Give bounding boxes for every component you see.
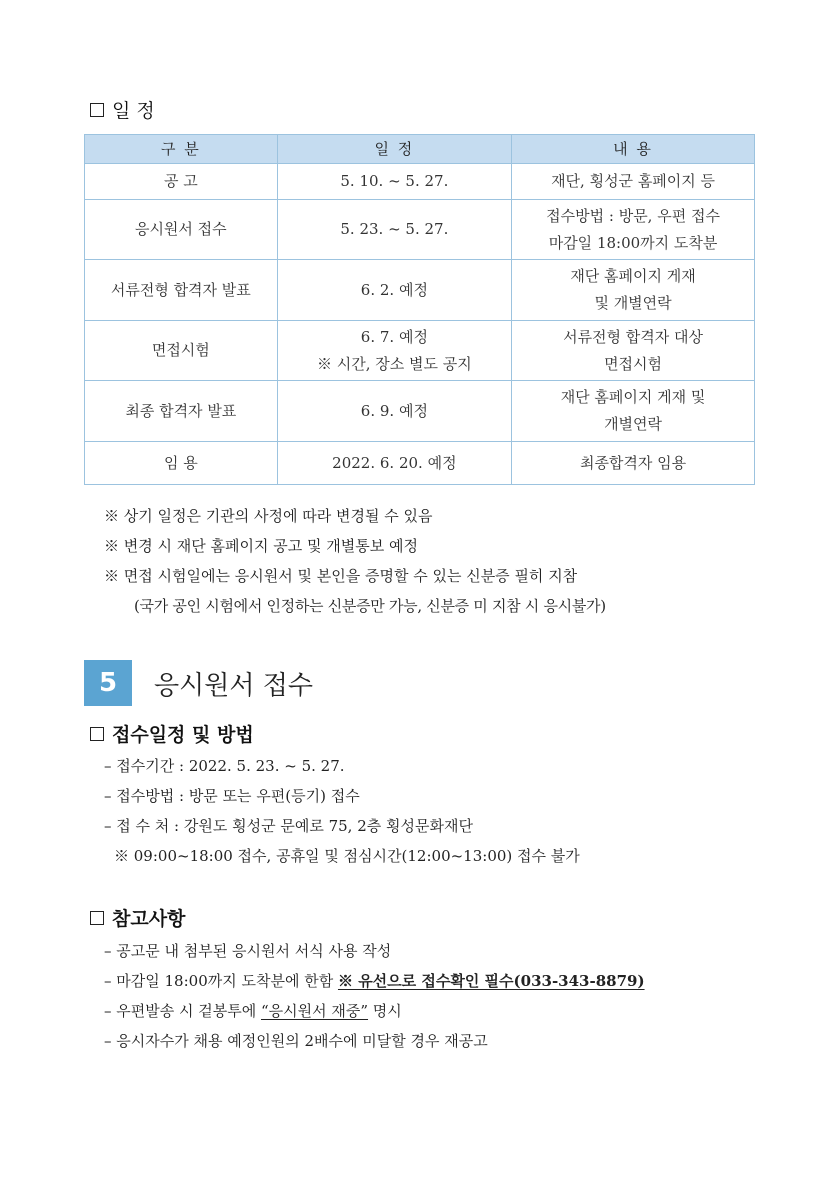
list-item: – 접수방법 : 방문 또는 우편(등기) 접수 <box>104 787 360 805</box>
row-content <box>512 260 755 321</box>
list-item-text: – 마감일 18:00까지 도착분에 한함 <box>104 972 338 990</box>
row-content-line: 재단 홈페이지 게재 <box>570 267 696 285</box>
schedule-notes <box>104 501 606 621</box>
list-item: – 공고문 내 첨부된 응시원서 서식 사용 작성 <box>104 942 392 960</box>
reference-heading-text: 참고사항 <box>112 908 186 930</box>
reference-heading <box>90 904 185 931</box>
list-item: – 접 수 처 : 강원도 횡성군 문예로 75, 2층 횡성문화재단 <box>104 817 473 835</box>
list-item-text: 명시 <box>368 1002 402 1020</box>
row-date: 2022. 6. 20. 예정 <box>277 442 511 485</box>
row-content <box>512 381 755 442</box>
table-row <box>85 200 755 260</box>
table-row <box>85 260 755 321</box>
list-item <box>104 996 645 1026</box>
receipt-heading <box>90 720 254 747</box>
phone-confirm-emphasis: ※ 유선으로 접수확인 필수(033-343-8879) <box>337 972 645 990</box>
receipt-heading-text: 접수일정 및 방법 <box>112 724 254 746</box>
list-item <box>104 966 645 996</box>
row-content <box>512 200 755 260</box>
reference-list <box>104 936 645 1056</box>
table-row <box>85 164 755 200</box>
list-item-text: – 우편발송 시 겉봉투에 <box>104 1002 261 1020</box>
row-content-line: 접수방법 : 방문, 우편 접수 <box>546 206 720 225</box>
section-number-badge: 5 <box>84 660 132 706</box>
row-date: 5. 23. ~ 5. 27. <box>277 200 511 260</box>
header-category: 구 분 <box>85 135 278 164</box>
row-label: 면접시험 <box>85 321 278 381</box>
schedule-note: ※ 면접 시험일에는 응시원서 및 본인을 증명할 수 있는 신분증 필히 지참 <box>104 567 578 585</box>
row-content-line: 및 개별연락 <box>594 294 672 312</box>
schedule-note: ※ 변경 시 재단 홈페이지 공고 및 개별통보 예정 <box>104 537 418 555</box>
schedule-note: ※ 상기 일정은 기관의 사정에 따라 변경될 수 있음 <box>104 507 433 525</box>
row-content-line: 면접시험 <box>604 354 663 373</box>
row-content: 재단, 횡성군 홈페이지 등 <box>512 164 755 200</box>
list-item: – 접수기간 : 2022. 5. 23. ~ 5. 27. <box>104 757 345 775</box>
schedule-header-row <box>85 135 755 164</box>
receipt-list <box>104 751 580 871</box>
receipt-note: ※ 09:00~18:00 접수, 공휴일 및 점심시간(12:00~13:00) 접수 불가 <box>114 847 580 865</box>
row-date: 6. 2. 예정 <box>277 260 511 321</box>
list-item: – 응시자수가 채용 예정인원의 2배수에 미달할 경우 재공고 <box>104 1032 488 1050</box>
checkbox-square-icon <box>90 727 104 741</box>
row-date-line: ※ 시간, 장소 별도 공지 <box>316 354 472 373</box>
row-label: 최종 합격자 발표 <box>85 381 278 442</box>
section-5-header <box>84 660 313 706</box>
row-content-line: 마감일 18:00까지 도착분 <box>548 233 718 252</box>
row-content-line: 재단 홈페이지 게재 및 <box>560 388 706 406</box>
schedule-table <box>84 134 755 485</box>
header-content: 내 용 <box>512 135 755 164</box>
row-label: 임 용 <box>85 442 278 485</box>
checkbox-square-icon <box>90 911 104 925</box>
header-date: 일 정 <box>277 135 511 164</box>
table-row <box>85 442 755 485</box>
table-row <box>85 381 755 442</box>
schedule-note-sub: (국가 공인 시험에서 인정하는 신분증만 가능, 신분증 미 지참 시 응시불가) <box>134 597 606 615</box>
row-date: 5. 10. ~ 5. 27. <box>277 164 511 200</box>
row-label: 공 고 <box>85 164 278 200</box>
schedule-heading <box>90 96 155 123</box>
row-date <box>277 321 511 381</box>
row-content <box>512 321 755 381</box>
row-date-line: 6. 7. 예정 <box>360 327 428 346</box>
table-row <box>85 321 755 381</box>
section-title: 응시원서 접수 <box>154 670 313 701</box>
row-label: 서류전형 합격자 발표 <box>85 260 278 321</box>
row-content-line: 서류전형 합격자 대상 <box>563 327 704 346</box>
envelope-marking-emphasis: “응시원서 재중” <box>260 1002 369 1020</box>
row-date: 6. 9. 예정 <box>277 381 511 442</box>
row-label: 응시원서 접수 <box>85 200 278 260</box>
checkbox-square-icon <box>90 103 104 117</box>
row-content: 최종합격자 임용 <box>512 442 755 485</box>
row-content-line: 개별연락 <box>604 415 663 433</box>
schedule-heading-text: 일 정 <box>112 100 155 122</box>
